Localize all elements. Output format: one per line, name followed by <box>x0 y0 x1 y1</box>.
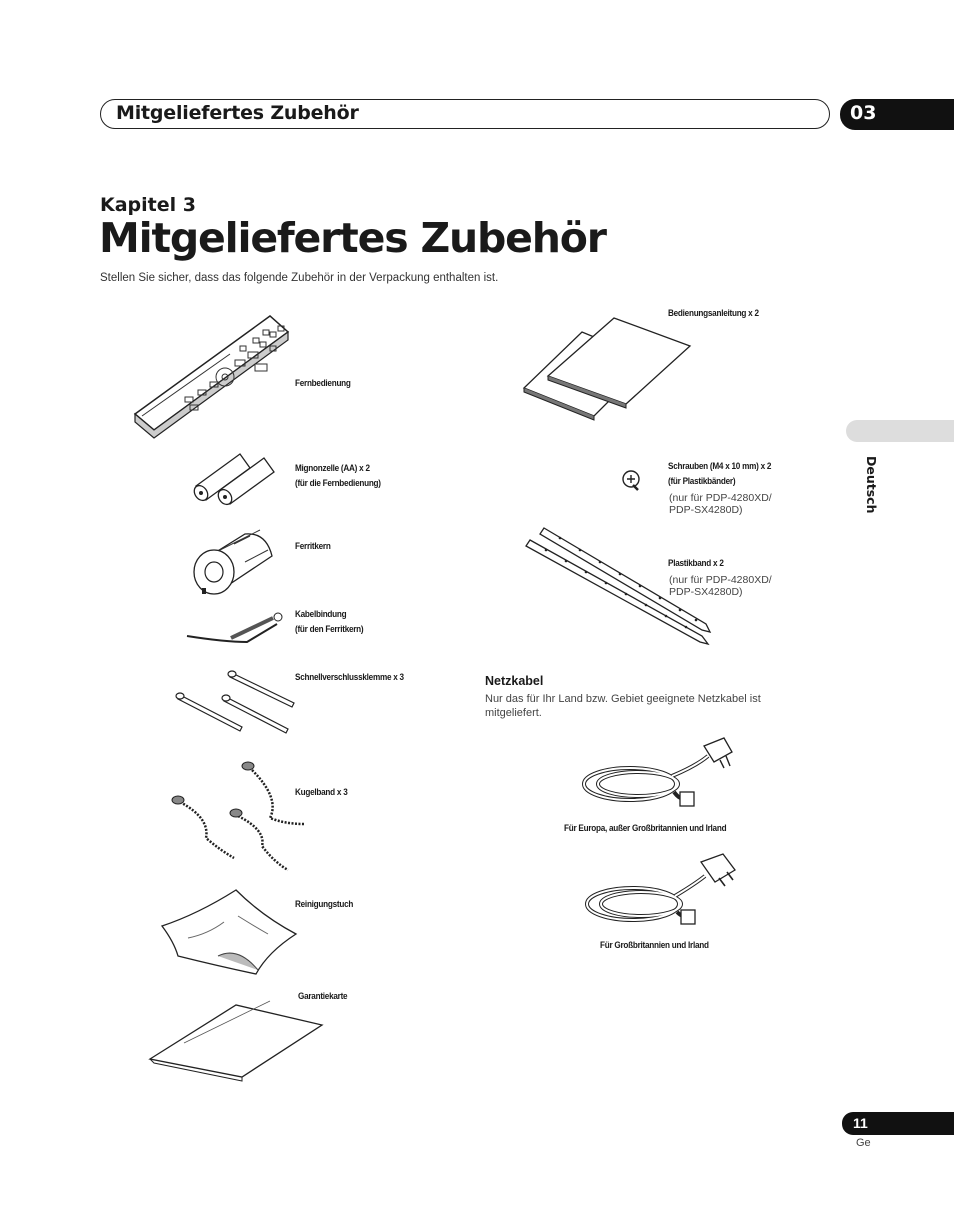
label-kabelbindung: Kabelbindung <box>295 609 347 620</box>
label-mignonzelle: Mignonzelle (AA) x 2 <box>295 463 370 474</box>
language-tab <box>846 420 954 442</box>
schrauben-model-note-2: PDP-SX4280D) <box>669 504 743 516</box>
ferrite-core-illustration <box>190 522 280 598</box>
label-bedienungsanleitung: Bedienungsanleitung x 2 <box>668 308 759 319</box>
label-kabelbindung-note: (für den Ferritkern) <box>295 624 364 635</box>
power-cord-uk-illustration <box>583 854 743 930</box>
page-number: 11 <box>853 1115 868 1131</box>
warranty-card-illustration <box>146 1003 326 1081</box>
netzkabel-text: Nur das für Ihr Land bzw. Gebiet geeignete Netzkabel ist mitgeliefert. <box>485 693 761 719</box>
batteries-illustration <box>188 448 288 504</box>
plastikband-model-note-1: (nur für PDP-4280XD/ <box>669 574 772 586</box>
label-reinigungstuch: Reinigungstuch <box>295 899 354 910</box>
label-schnellverschlussklemme: Schnellverschlussklemme x 3 <box>295 672 404 683</box>
cable-tie-illustration <box>185 608 295 648</box>
netzkabel-heading: Netzkabel <box>485 674 544 688</box>
label-mignonzelle-note: (für die Fernbedienung) <box>295 478 381 489</box>
cleaning-cloth-illustration <box>158 886 298 976</box>
label-schrauben-note: (für Plastikbänder) <box>668 476 736 487</box>
quick-clamps-illustration <box>176 665 301 737</box>
manuals-illustration <box>522 316 692 416</box>
power-cord-europe-illustration <box>576 736 736 812</box>
page-title: Mitgeliefertes Zubehör <box>99 214 606 262</box>
chapter-number: 03 <box>850 102 877 124</box>
intro-text: Stellen Sie sicher, dass das folgende Zubehör in der Verpackung enthalten ist. <box>100 272 499 284</box>
chapter-kicker: Kapitel 3 <box>100 194 196 216</box>
label-ferritkern: Ferritkern <box>295 541 331 552</box>
remote-control-illustration <box>130 302 290 457</box>
chapter-header-title: Mitgeliefertes Zubehör <box>116 102 359 124</box>
label-garantiekarte: Garantiekarte <box>298 991 348 1002</box>
caption-europe-cord: Für Europa, außer Großbritannien und Irland <box>564 823 727 834</box>
language-label: Deutsch <box>864 456 879 514</box>
caption-uk-cord: Für Großbritannien und Irland <box>600 940 709 951</box>
bead-bands-illustration <box>170 758 310 878</box>
label-schrauben: Schrauben (M4 x 10 mm) x 2 <box>668 461 772 472</box>
label-plastikband: Plastikband x 2 <box>668 558 724 569</box>
schrauben-model-note-1: (nur für PDP-4280XD/ <box>669 492 772 504</box>
label-kugelband: Kugelband x 3 <box>295 787 348 798</box>
plastikband-model-note-2: PDP-SX4280D) <box>669 586 743 598</box>
label-fernbedienung: Fernbedienung <box>295 378 351 389</box>
screw-illustration <box>618 466 644 492</box>
page-language-code: Ge <box>856 1137 871 1149</box>
